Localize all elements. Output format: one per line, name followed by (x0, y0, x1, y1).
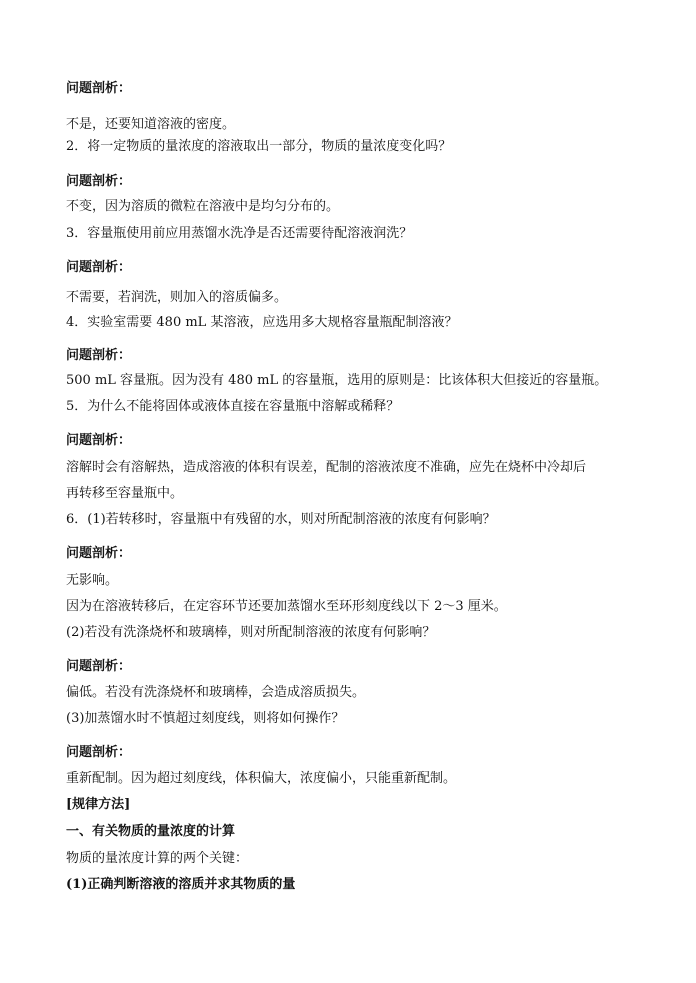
section-label: [规律方法] (66, 797, 131, 812)
question-text: 2．将一定物质的量浓度的溶液取出一部分，物质的量浓度变化吗？ (66, 139, 452, 154)
answer-text: 重新配制。因为超过刻度线，体积偏大，浓度偏小，只能重新配制。 (66, 771, 457, 786)
answer-text: 偏低。若没有洗涤烧杯和玻璃棒，会造成溶质损失。 (66, 685, 366, 700)
answer-text: 500 mL 容量瓶。因为没有 480 mL 的容量瓶，选用的原则是：比该体积大但接近的容量瓶。 (66, 373, 608, 388)
question-text: 6．(1)若转移时，容量瓶中有残留的水，则对所配制溶液的浓度有何影响？ (66, 512, 496, 527)
question-text: 5．为什么不能将固体或液体直接在容量瓶中溶解或稀释？ (66, 399, 400, 414)
question-text: 4．实验室需要 480 mL 某溶液，应选用多大规格容量瓶配制溶液？ (66, 315, 458, 330)
answer-text-continued: 再转移至容量瓶中。 (66, 486, 184, 501)
analysis-heading: 问题剖析： (66, 659, 132, 674)
analysis-heading: 问题剖析： (66, 260, 132, 275)
answer-text: 不需要，若润洗，则加入的溶质偏多。 (66, 290, 288, 305)
analysis-heading: 问题剖析： (66, 745, 132, 760)
subsection-heading: (1)正确判断溶液的溶质并求其物质的量 (66, 877, 296, 892)
answer-text: 溶解时会有溶解热，造成溶液的体积有误差，配制的溶液浓度不准确，应先在烧杯中冷却后 (66, 460, 587, 475)
answer-text: 无影响。 (66, 573, 119, 588)
question-text: 3．容量瓶使用前应用蒸馏水洗净是否还需要待配溶液润洗？ (66, 226, 413, 241)
body-text: 物质的量浓度计算的两个关键： (66, 851, 249, 866)
analysis-heading: 问题剖析： (66, 348, 132, 363)
answer-text: 不是，还要知道溶液的密度。 (66, 117, 236, 132)
analysis-heading: 问题剖析： (66, 174, 132, 189)
answer-text: 不变，因为溶质的微粒在溶液中是均匀分布的。 (66, 199, 340, 214)
analysis-heading: 问题剖析： (66, 81, 132, 96)
section-heading: 一、有关物质的量浓度的计算 (66, 824, 236, 839)
question-text: (2)若没有洗涤烧杯和玻璃棒，则对所配制溶液的浓度有何影响？ (66, 625, 436, 640)
question-text: (3)加蒸馏水时不慎超过刻度线，则将如何操作？ (66, 711, 345, 726)
answer-explanation: 因为在溶液转移后，在定容环节还要加蒸馏水至环形刻度线以下 2～3 厘米。 (66, 599, 507, 614)
analysis-heading: 问题剖析： (66, 546, 132, 561)
analysis-heading: 问题剖析： (66, 433, 132, 448)
